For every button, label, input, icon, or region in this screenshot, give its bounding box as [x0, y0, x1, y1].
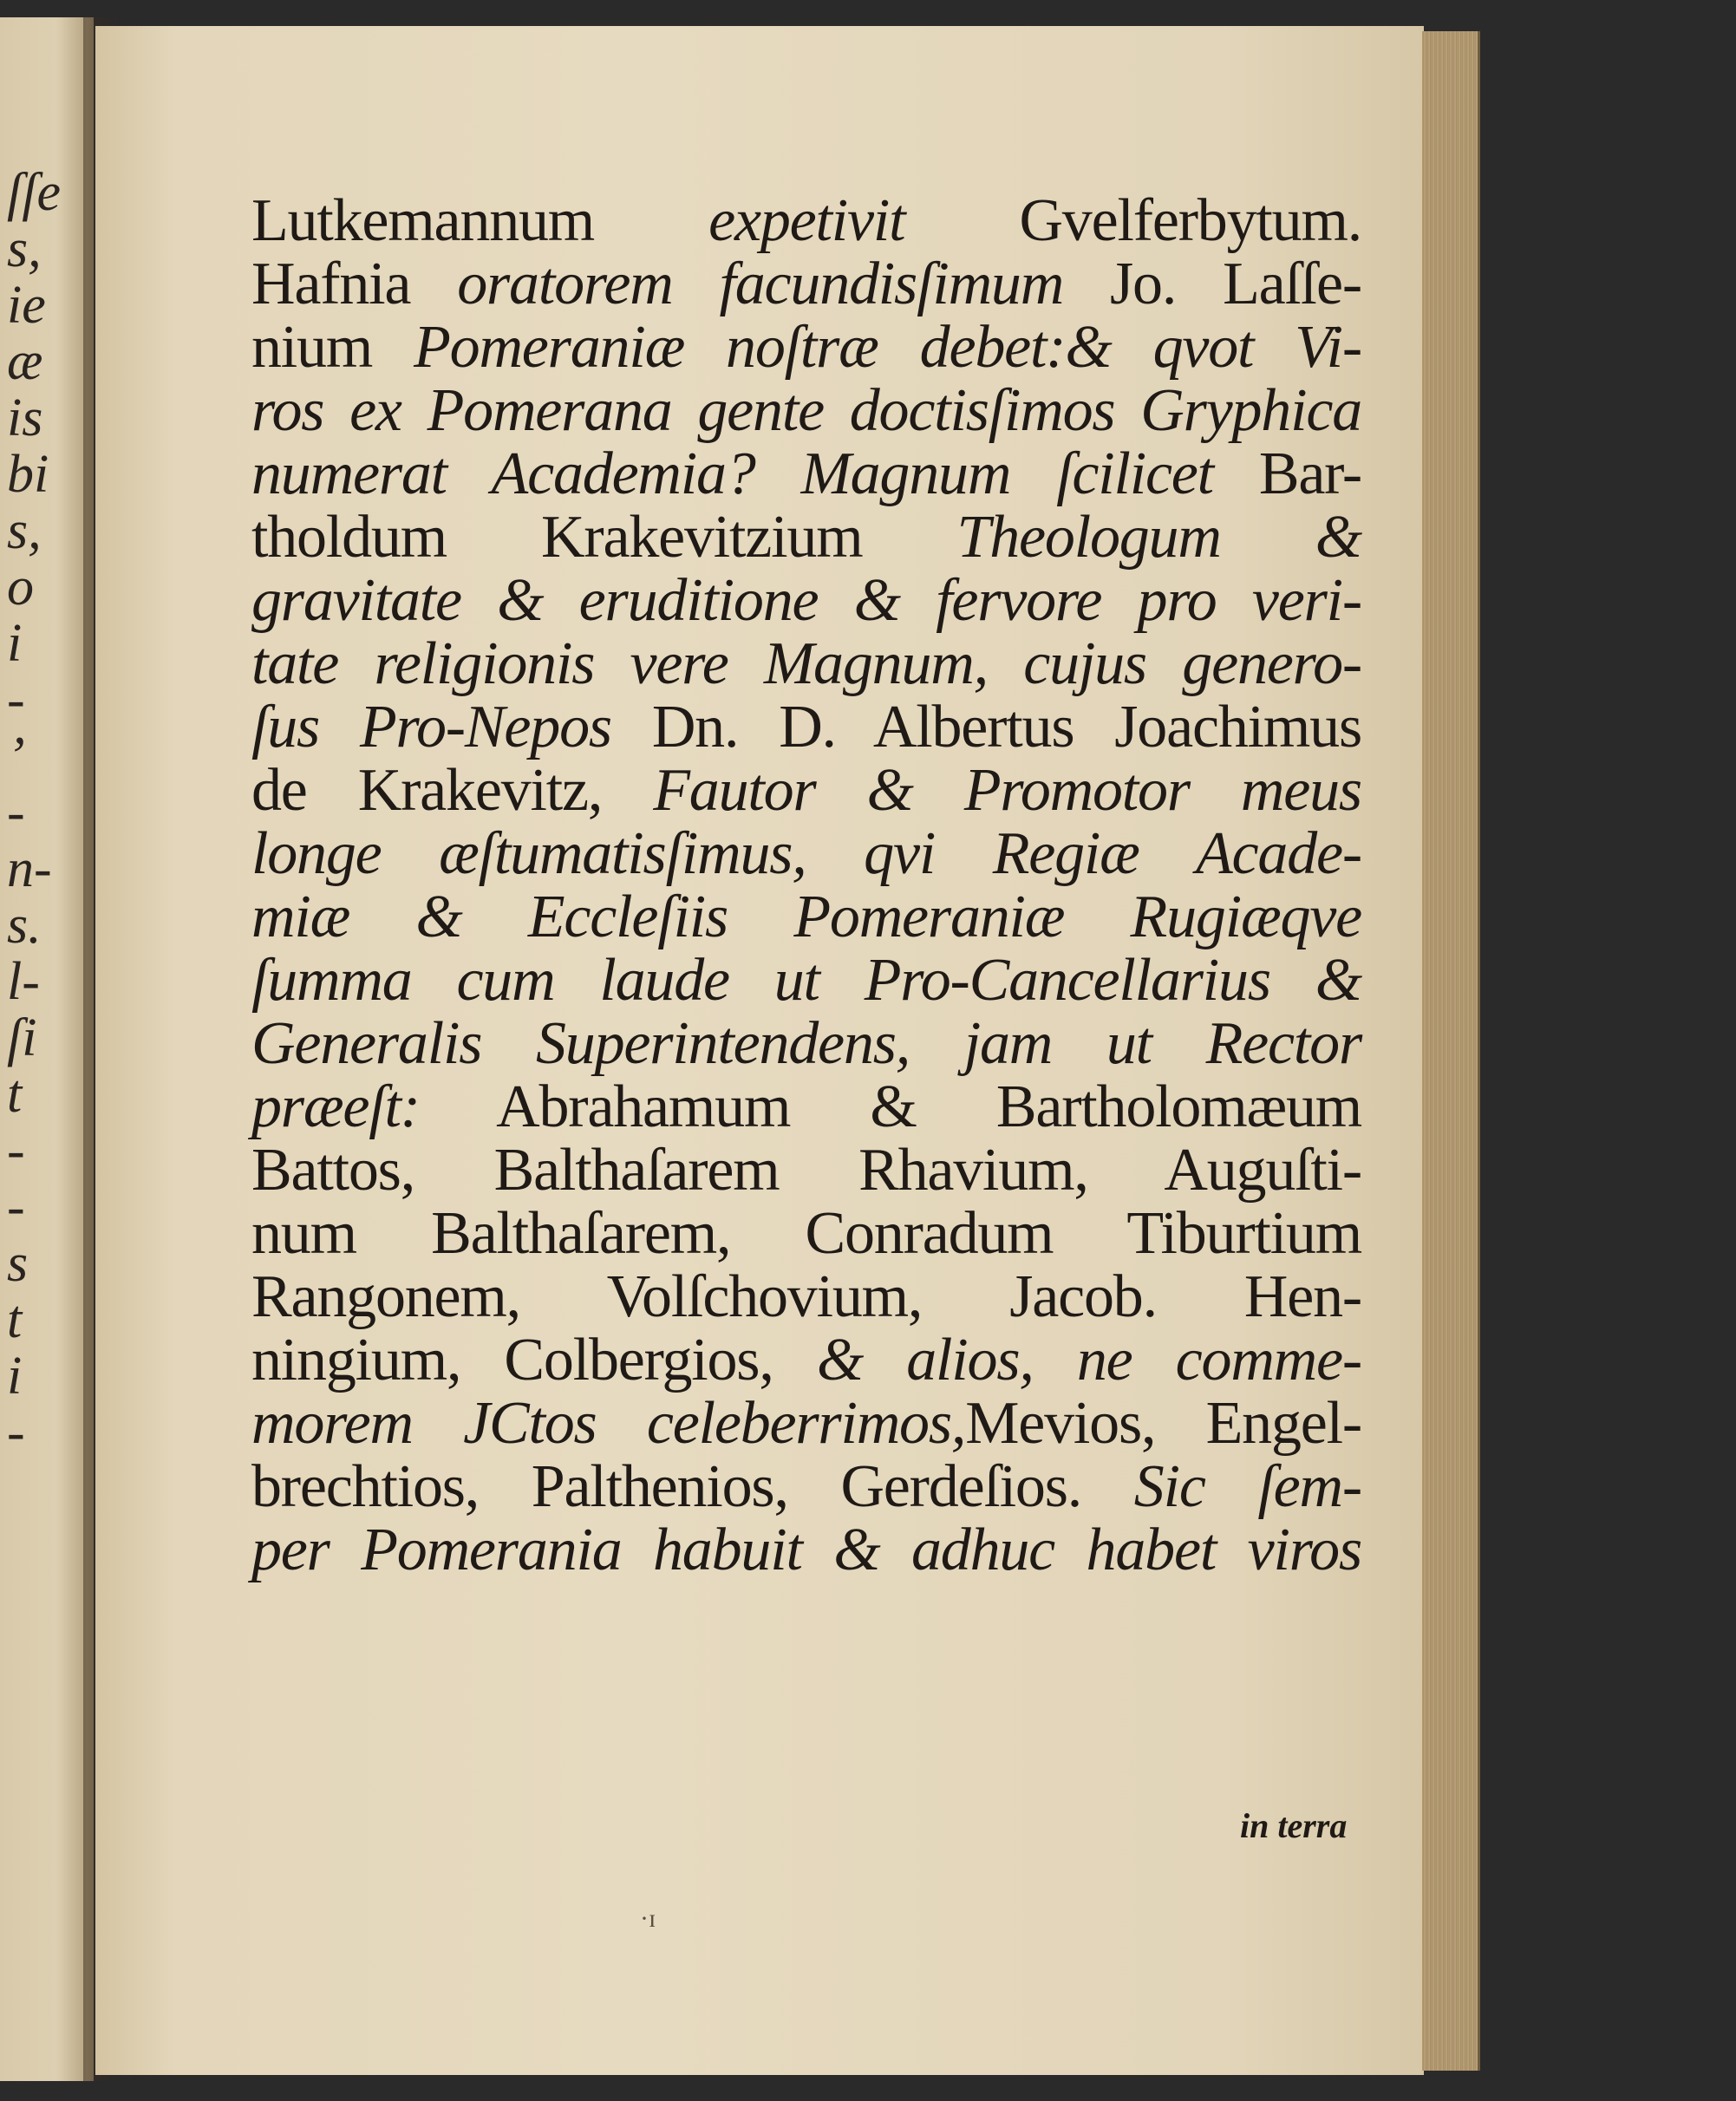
text-line: [251, 569, 1361, 632]
italic-text-segment: Theologum &: [956, 504, 1361, 571]
roman-text-segment: Hafnia: [251, 251, 458, 317]
page-text-block: [251, 189, 1361, 1582]
left-page-fragment: l-: [7, 952, 40, 1011]
left-page-fragment: s.: [7, 896, 42, 955]
text-line: [251, 506, 1361, 569]
left-page-fragment: s,: [7, 501, 42, 560]
text-line: [251, 759, 1361, 822]
text-line: [251, 1392, 1361, 1455]
text-line: [251, 442, 1361, 506]
roman-text-segment: Gvelferbytum.: [904, 187, 1362, 254]
left-page-text-fragments: [7, 165, 94, 1461]
left-page-fragment: t: [7, 1290, 23, 1349]
text-line: [251, 1012, 1361, 1075]
left-page-fragment: -: [7, 1403, 25, 1462]
roman-text-segment: Rangonem, Volſchovium, Jacob. Hen-: [251, 1263, 1361, 1330]
italic-text-segment: numerat Academia? Magnum ſcilicet: [251, 440, 1213, 507]
roman-text-segment: Jo. Laſſe-: [1063, 251, 1361, 317]
roman-text-segment: Mevios, Engel-: [965, 1390, 1362, 1457]
roman-text-segment: num Balthaſarem, Conradum Tiburtium: [251, 1200, 1361, 1267]
roman-text-segment: nium: [251, 314, 414, 381]
italic-text-segment: morem JCtos celeberrimos,: [251, 1390, 966, 1457]
left-page-fragment: -: [7, 1178, 25, 1236]
text-line: [251, 695, 1361, 759]
text-line: [251, 632, 1361, 695]
italic-text-segment: ſumma cum laude ut Pro-Cancellarius &: [251, 947, 1361, 1014]
text-line: [251, 1139, 1361, 1202]
italic-text-segment: longe æſtumatisſimus, qvi Regiæ Acade-: [251, 820, 1361, 887]
text-line: [251, 1265, 1361, 1328]
text-line: [251, 949, 1361, 1012]
roman-text-segment: Lutkemannum: [251, 187, 709, 254]
left-page-fragment: ſſe: [7, 163, 61, 222]
italic-text-segment: expetivit: [708, 187, 905, 254]
left-page-fragment: ʼ: [7, 727, 25, 786]
italic-text-segment: Generalis Superintendens, jam ut Rector: [251, 1010, 1361, 1077]
text-line: [251, 1202, 1361, 1265]
italic-text-segment: ros ex Pomerana gente doctisſimos Gryphica: [251, 377, 1361, 444]
text-line: [251, 189, 1361, 252]
italic-text-segment: Pomeraniæ noſtræ debet:& qvot Vi-: [414, 314, 1362, 381]
right-page: [95, 26, 1424, 2075]
left-page-fragment: ie: [7, 276, 46, 335]
italic-text-segment: miæ & Eccleſiis Pomeraniæ Rugiæqve: [251, 884, 1361, 950]
left-page-fragment: s,: [7, 219, 42, 278]
text-line: [251, 379, 1361, 442]
catchword: in terra: [1240, 1806, 1348, 1845]
roman-text-segment: tholdum Krakevitzium: [251, 504, 957, 571]
left-page-fragment: bi: [7, 445, 49, 504]
left-page-fragment: -: [7, 783, 25, 842]
left-page-fragment: t: [7, 1065, 23, 1124]
text-line: [251, 885, 1361, 949]
left-page-fragment: o: [7, 558, 34, 617]
italic-text-segment: oratorem facundisſimum: [457, 251, 1064, 317]
text-line: [251, 1328, 1361, 1392]
italic-text-segment: Sic ſem-: [1133, 1453, 1361, 1520]
left-page-fragment: i: [7, 614, 23, 673]
text-line: [251, 252, 1361, 316]
roman-text-segment: Dn. D. Albertus Joachimus: [610, 694, 1361, 760]
left-page-fragment: n-: [7, 839, 52, 898]
left-page-fragment: is: [7, 388, 43, 447]
roman-text-segment: Battos, Balthaſarem Rhavium, Auguſti-: [251, 1137, 1361, 1204]
italic-text-segment: ſus Pro-Nepos: [251, 694, 611, 760]
left-page-fragment: s: [7, 1234, 29, 1293]
italic-text-segment: tate religionis vere Magnum, cujus genero-: [251, 630, 1361, 697]
left-page-fragment: ſi: [7, 1008, 37, 1067]
roman-text-segment: brechtios, Palthenios, Gerdeſios.: [251, 1453, 1134, 1520]
italic-text-segment: præeſt:: [251, 1073, 420, 1140]
roman-text-segment: Bar-: [1212, 440, 1362, 507]
page-fore-edge: [1422, 31, 1480, 2071]
roman-text-segment: de Krakevitz,: [251, 757, 654, 824]
text-line: [251, 1518, 1361, 1582]
left-page-fragment: æ: [7, 332, 43, 391]
italic-text-segment: gravitate & eruditione & fervore pro veri-: [251, 567, 1361, 634]
italic-text-segment: per Pomerania habuit & adhuc habet viros: [251, 1517, 1361, 1583]
roman-text-segment: Abrahamum & Bartholomæum: [419, 1073, 1361, 1140]
roman-text-segment: ningium, Colbergios,: [251, 1327, 817, 1393]
text-line: [251, 1455, 1361, 1518]
text-line: [251, 316, 1361, 379]
text-line: [251, 822, 1361, 885]
text-line: [251, 1075, 1361, 1139]
left-page-fragment: i: [7, 1347, 23, 1406]
left-facing-page: [0, 17, 94, 2081]
left-page-fragment: -: [7, 670, 25, 729]
left-page-fragment: -: [7, 1121, 25, 1180]
italic-text-segment: Fautor & Promotor meus: [653, 757, 1361, 824]
italic-text-segment: & alios, ne comme-: [816, 1327, 1361, 1393]
signature-mark: ·ɪ: [640, 1904, 656, 1933]
